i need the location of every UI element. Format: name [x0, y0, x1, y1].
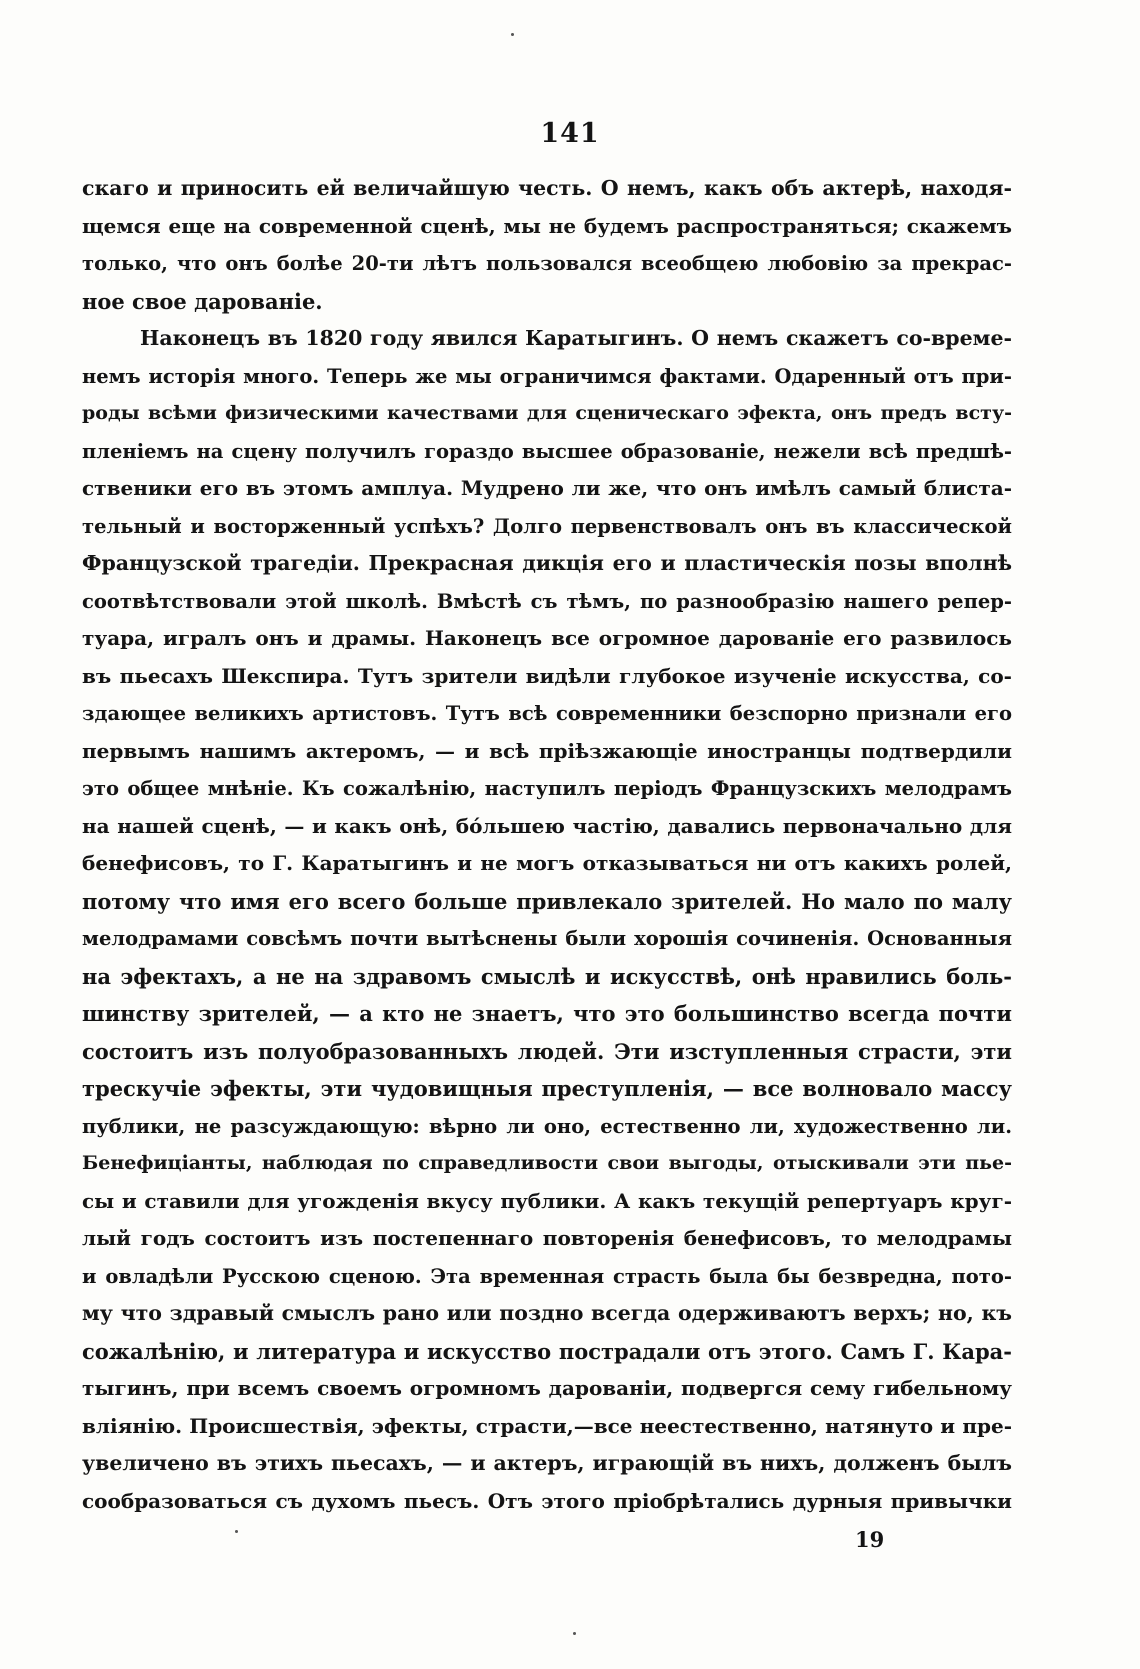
print-speck	[235, 1530, 238, 1533]
text-line: первымъ нашимъ актеромъ, — и всѣ пріѣзжающіе иностранцы подтвердили	[82, 738, 1012, 763]
text-line: скаго и приносить ей величайшую честь. О немъ, какъ объ актерѣ, находя-	[82, 176, 1012, 200]
text-line: шинству зрителей, — а кто не знаетъ, что это большинство всегда почти	[82, 1001, 1012, 1026]
text-line: пленіемъ на сцену получилъ гораздо высшее образованіе, нежели всѣ предшѣ-	[82, 439, 1012, 463]
text-line: на нашей сценѣ, — и какъ онѣ, бо́льшею частію, давались первоначально для	[82, 813, 1012, 838]
text-line: увеличено въ этихъ пьесахъ, — и актеръ, играющій въ нихъ, долженъ былъ	[82, 1451, 1012, 1475]
text-line: только, что онъ болѣе 20-ти лѣтъ пользовался всеобщею любовію за прекрас-	[82, 252, 1012, 275]
text-line: немъ исторія много. Теперь же мы ограничимся фактами. Одаренный отъ при-	[82, 364, 1012, 388]
text-line: на эфектахъ, а не на здравомъ смыслѣ и искусствѣ, онѣ нравились боль-	[82, 963, 1012, 989]
text-line: здающее великихъ артистовъ. Тутъ всѣ современники безспорно признали его	[82, 702, 1012, 725]
text-line: ственики его въ этомъ амплуа. Мудрено ли же, что онъ имѣлъ самый блиста-	[82, 476, 1012, 500]
text-line: лый годъ состоитъ изъ постепеннаго повторенія бенефисовъ, то мелодрамы	[82, 1226, 1012, 1250]
text-line: тыгинъ, при всемъ своемъ огромномъ дарованіи, подвергся сему гибельному	[82, 1376, 1012, 1400]
text-line: мелодрамами совсѣмъ почти вытѣснены были хорошія сочиненія. Основанныя	[82, 927, 1012, 950]
text-line: Бенефиціанты, наблюдая по справедливости свои выгоды, отыскивали эти пье-	[82, 1152, 1012, 1174]
text-line: въ пьесахъ Шекспира. Тутъ зрители видѣли глубокое изученіе искусства, со-	[82, 663, 1012, 688]
text-line: сы и ставили для угожденія вкусу публики. А какъ текущій репертуаръ круг-	[82, 1188, 1012, 1213]
text-line: Французской трагедіи. Прекрасная дикція его и пластическія позы вполнѣ	[82, 551, 1012, 575]
text-line: сообразоваться съ духомъ пьесъ. Отъ этого пріобрѣтались дурныя привычки	[82, 1488, 1012, 1513]
text-line: сожалѣнію, и литература и искусство пострадали отъ этого. Самъ Г. Кара-	[82, 1338, 1012, 1364]
text-line: бенефисовъ, то Г. Каратыгинъ и не могъ отказываться ни отъ какихъ ролей,	[82, 851, 1012, 875]
text-line: щемся еще на современной сценѣ, мы не будемъ распространяться; скажемъ	[82, 213, 1012, 238]
text-line: состоитъ изъ полуобразованныхъ людей. Эти изступленныя страсти, эти	[82, 1038, 1012, 1064]
text-line: это общее мнѣніе. Къ сожалѣнію, наступилъ періодъ Французскихъ мелодрамъ	[82, 777, 1012, 800]
text-line: туара, игралъ онъ и драмы. Наконецъ все огромное дарованіе его развилось	[82, 626, 1012, 650]
text-line: вліянію. Происшествія, эфекты, страсти,—все неестественно, натянуто и пре-	[82, 1413, 1012, 1438]
signature-mark: 19	[855, 1527, 885, 1552]
paragraph-end-line: ное свое дарованіе.	[82, 288, 323, 314]
text-line: соотвѣтствовали этой школѣ. Вмѣстѣ съ тѣмъ, по разнообразію нашего репер-	[82, 589, 1012, 613]
text-line: потому что имя его всего больше привлекало зрителей. Но мало по малу	[82, 888, 1012, 914]
text-line: тельный и восторженный успѣхъ? Долго первенствовалъ онъ въ классической	[82, 514, 1012, 538]
page-number: 141	[540, 118, 600, 149]
paragraph-start-line: Наконецъ въ 1820 году явился Каратыгинъ. О немъ скажетъ со-време-	[140, 326, 1012, 350]
body-text	[82, 170, 1012, 1520]
text-line: роды всѣми физическими качествами для сценическаго эфекта, онъ предъ всту-	[82, 402, 1012, 424]
print-speck	[573, 1632, 576, 1635]
text-line: и овладѣли Русскою сценою. Эта временная страсть была бы безвредна, пото-	[82, 1264, 1012, 1288]
print-speck	[511, 33, 514, 36]
text-line: му что здравый смыслъ рано или поздно всегда одерживаютъ верхъ; но, къ	[82, 1301, 1012, 1325]
text-line: публики, не разсуждающую: вѣрно ли оно, естественно ли, художественно ли.	[82, 1114, 1012, 1138]
text-line: трескучіе эфекты, эти чудовищныя преступленія, — все волновало массу	[82, 1076, 1012, 1101]
